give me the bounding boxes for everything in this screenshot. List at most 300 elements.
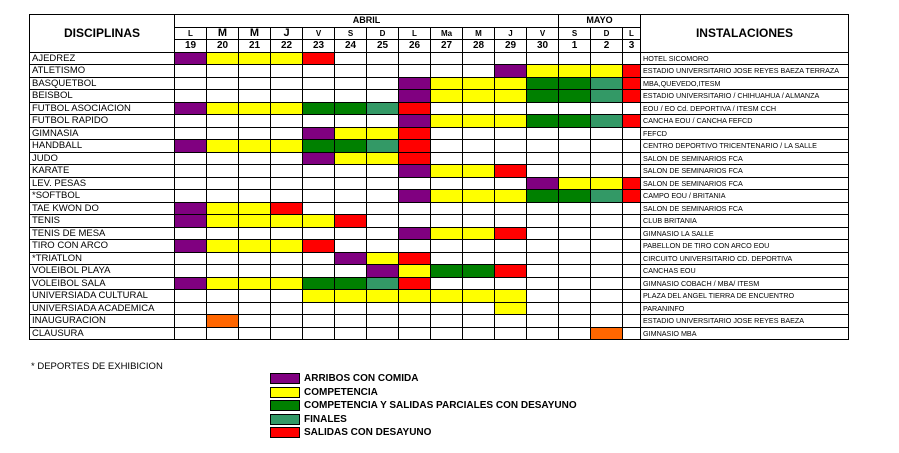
installation-name: PLAZA DEL ANGEL TIERRA DE ENCUENTRO bbox=[641, 290, 849, 303]
schedule-cell bbox=[175, 52, 207, 65]
schedule-cell bbox=[495, 102, 527, 115]
schedule-cell bbox=[239, 177, 271, 190]
schedule-cell bbox=[335, 265, 367, 278]
schedule-cell bbox=[367, 265, 399, 278]
schedule-cell bbox=[495, 52, 527, 65]
day-number-header: 25 bbox=[367, 40, 399, 53]
schedule-cell bbox=[175, 277, 207, 290]
schedule-cell bbox=[303, 277, 335, 290]
schedule-cell bbox=[175, 127, 207, 140]
weekday-header: D bbox=[367, 27, 399, 40]
schedule-cell bbox=[303, 190, 335, 203]
schedule-cell bbox=[591, 202, 623, 215]
schedule-cell bbox=[431, 52, 463, 65]
schedule-cell bbox=[367, 215, 399, 228]
schedule-cell bbox=[175, 90, 207, 103]
schedule-cell bbox=[495, 115, 527, 128]
day-number-header: 30 bbox=[527, 40, 559, 53]
schedule-cell bbox=[207, 65, 239, 78]
schedule-cell bbox=[303, 115, 335, 128]
schedule-cell bbox=[399, 215, 431, 228]
weekday-header: J bbox=[495, 27, 527, 40]
schedule-cell bbox=[303, 177, 335, 190]
schedule-cell bbox=[623, 177, 641, 190]
schedule-cell bbox=[239, 277, 271, 290]
schedule-cell bbox=[623, 240, 641, 253]
schedule-cell bbox=[559, 65, 591, 78]
schedule-cell bbox=[399, 202, 431, 215]
schedule-cell bbox=[367, 227, 399, 240]
schedule-cell bbox=[559, 290, 591, 303]
legend-label: FINALES bbox=[304, 413, 347, 425]
schedule-cell bbox=[303, 140, 335, 153]
schedule-cell bbox=[239, 115, 271, 128]
schedule-cell bbox=[463, 127, 495, 140]
schedule-cell bbox=[591, 177, 623, 190]
schedule-cell bbox=[623, 65, 641, 78]
schedule-cell bbox=[591, 240, 623, 253]
schedule-cell bbox=[399, 52, 431, 65]
schedule-cell bbox=[495, 302, 527, 315]
schedule-cell bbox=[207, 77, 239, 90]
schedule-cell bbox=[527, 127, 559, 140]
schedule-cell bbox=[431, 315, 463, 328]
schedule-cell bbox=[239, 227, 271, 240]
legend-swatch bbox=[270, 387, 300, 398]
schedule-cell bbox=[559, 315, 591, 328]
schedule-cell bbox=[367, 115, 399, 128]
schedule-cell bbox=[527, 115, 559, 128]
installation-name: GIMNASIO MBA bbox=[641, 327, 849, 340]
schedule-cell bbox=[367, 77, 399, 90]
day-number-header: 24 bbox=[335, 40, 367, 53]
installation-name: ESTADIO UNIVERSITARIO / CHIHUAHUA / ALMANZA bbox=[641, 90, 849, 103]
schedule-cell bbox=[399, 165, 431, 178]
schedule-cell bbox=[335, 227, 367, 240]
schedule-cell bbox=[527, 177, 559, 190]
schedule-cell bbox=[335, 140, 367, 153]
weekday-header: S bbox=[559, 27, 591, 40]
schedule-cell bbox=[271, 290, 303, 303]
schedule-cell bbox=[431, 165, 463, 178]
schedule-cell bbox=[559, 302, 591, 315]
schedule-cell bbox=[367, 190, 399, 203]
schedule-cell bbox=[239, 252, 271, 265]
schedule-cell bbox=[527, 227, 559, 240]
schedule-cell bbox=[367, 165, 399, 178]
schedule-cell bbox=[335, 290, 367, 303]
schedule-cell bbox=[399, 77, 431, 90]
schedule-cell bbox=[175, 327, 207, 340]
schedule-cell bbox=[335, 315, 367, 328]
table-row bbox=[30, 177, 849, 190]
day-number-header: 29 bbox=[495, 40, 527, 53]
discipline-name: BEISBOL bbox=[30, 90, 175, 103]
schedule-cell bbox=[623, 165, 641, 178]
schedule-cell bbox=[175, 215, 207, 228]
schedule-cell bbox=[623, 315, 641, 328]
schedule-cell bbox=[271, 315, 303, 328]
legend-item bbox=[270, 426, 577, 440]
schedule-cell bbox=[527, 265, 559, 278]
schedule-cell bbox=[559, 190, 591, 203]
schedule-cell bbox=[271, 215, 303, 228]
schedule-cell bbox=[399, 152, 431, 165]
schedule-cell bbox=[271, 65, 303, 78]
schedule-cell bbox=[399, 177, 431, 190]
schedule-cell bbox=[399, 127, 431, 140]
day-number-header: 28 bbox=[463, 40, 495, 53]
schedule-cell bbox=[271, 152, 303, 165]
legend-item bbox=[270, 386, 577, 400]
schedule-cell bbox=[271, 277, 303, 290]
schedule-cell bbox=[175, 252, 207, 265]
discipline-name: ATLETISMO bbox=[30, 65, 175, 78]
schedule-cell bbox=[463, 327, 495, 340]
schedule-cell bbox=[495, 215, 527, 228]
installation-name: CAMPO EOU / BRITANIA bbox=[641, 190, 849, 203]
schedule-cell bbox=[175, 240, 207, 253]
schedule-cell bbox=[175, 290, 207, 303]
schedule-cell bbox=[239, 152, 271, 165]
schedule-cell bbox=[399, 327, 431, 340]
schedule-cell bbox=[207, 90, 239, 103]
discipline-name: JUDO bbox=[30, 152, 175, 165]
schedule-cell bbox=[431, 277, 463, 290]
schedule-cell bbox=[367, 302, 399, 315]
schedule-cell bbox=[399, 190, 431, 203]
schedule-cell bbox=[591, 252, 623, 265]
schedule-cell bbox=[239, 65, 271, 78]
schedule-cell bbox=[463, 202, 495, 215]
legend-item bbox=[270, 399, 577, 413]
schedule-cell bbox=[495, 202, 527, 215]
schedule-cell bbox=[559, 277, 591, 290]
schedule-cell bbox=[175, 77, 207, 90]
schedule-cell bbox=[207, 252, 239, 265]
schedule-cell bbox=[591, 302, 623, 315]
schedule-cell bbox=[623, 140, 641, 153]
discipline-name: *TRIATLON bbox=[30, 252, 175, 265]
schedule-cell bbox=[335, 152, 367, 165]
schedule-cell bbox=[239, 202, 271, 215]
schedule-cell bbox=[623, 277, 641, 290]
schedule-cell bbox=[591, 215, 623, 228]
discipline-name: UNIVERSIADA CULTURAL bbox=[30, 290, 175, 303]
table-row bbox=[30, 302, 849, 315]
schedule-cell bbox=[431, 252, 463, 265]
schedule-cell bbox=[527, 315, 559, 328]
schedule-cell bbox=[431, 177, 463, 190]
schedule-cell bbox=[623, 115, 641, 128]
schedule-cell bbox=[239, 127, 271, 140]
schedule-cell bbox=[527, 165, 559, 178]
legend-label: SALIDAS CON DESAYUNO bbox=[304, 427, 432, 439]
schedule-cell bbox=[623, 52, 641, 65]
schedule-cell bbox=[303, 52, 335, 65]
schedule-cell bbox=[591, 65, 623, 78]
schedule-cell bbox=[431, 65, 463, 78]
weekday-header: J bbox=[271, 27, 303, 40]
schedule-cell bbox=[431, 140, 463, 153]
schedule-cell bbox=[463, 302, 495, 315]
schedule-cell bbox=[623, 202, 641, 215]
day-number-header: 26 bbox=[399, 40, 431, 53]
schedule-cell bbox=[335, 127, 367, 140]
schedule-cell bbox=[207, 227, 239, 240]
schedule-cell bbox=[271, 102, 303, 115]
table-row bbox=[30, 165, 849, 178]
installation-name: SALON DE SEMINARIOS FCA bbox=[641, 177, 849, 190]
schedule-cell bbox=[527, 327, 559, 340]
schedule-cell bbox=[207, 177, 239, 190]
installation-name: FEFCD bbox=[641, 127, 849, 140]
legend-item bbox=[270, 372, 577, 386]
schedule-cell bbox=[495, 177, 527, 190]
schedule-cell bbox=[495, 290, 527, 303]
schedule-cell bbox=[239, 290, 271, 303]
schedule-cell bbox=[207, 277, 239, 290]
schedule-cell bbox=[367, 240, 399, 253]
schedule-cell bbox=[527, 90, 559, 103]
schedule-cell bbox=[239, 140, 271, 153]
schedule-cell bbox=[175, 227, 207, 240]
installation-name: CLUB BRITANIA bbox=[641, 215, 849, 228]
exhibition-note: * DEPORTES DE EXHIBICION bbox=[31, 361, 163, 372]
schedule-cell bbox=[527, 215, 559, 228]
schedule-cell bbox=[335, 252, 367, 265]
schedule-cell bbox=[207, 115, 239, 128]
schedule-cell bbox=[399, 240, 431, 253]
schedule-cell bbox=[367, 315, 399, 328]
schedule-cell bbox=[431, 202, 463, 215]
schedule-cell bbox=[271, 77, 303, 90]
schedule-cell bbox=[239, 165, 271, 178]
schedule-cell bbox=[271, 140, 303, 153]
schedule-cell bbox=[239, 315, 271, 328]
schedule-cell bbox=[623, 102, 641, 115]
discipline-name: BASQUETBOL bbox=[30, 77, 175, 90]
schedule-cell bbox=[271, 302, 303, 315]
schedule-cell bbox=[303, 315, 335, 328]
schedule-cell bbox=[623, 90, 641, 103]
discipline-name: HANDBALL bbox=[30, 140, 175, 153]
table-row bbox=[30, 190, 849, 203]
table-row bbox=[30, 252, 849, 265]
schedule-cell bbox=[207, 202, 239, 215]
schedule-cell bbox=[303, 152, 335, 165]
schedule-cell bbox=[303, 302, 335, 315]
schedule-cell bbox=[239, 327, 271, 340]
schedule-cell bbox=[591, 140, 623, 153]
installation-name: HOTEL SICOMORO bbox=[641, 52, 849, 65]
schedule-cell bbox=[495, 265, 527, 278]
schedule-cell bbox=[623, 252, 641, 265]
weekday-header: D bbox=[591, 27, 623, 40]
table-row bbox=[30, 227, 849, 240]
schedule-cell bbox=[527, 102, 559, 115]
month-abril-header: ABRIL bbox=[175, 15, 559, 28]
schedule-cell bbox=[367, 102, 399, 115]
discipline-name: TENIS DE MESA bbox=[30, 227, 175, 240]
legend bbox=[270, 372, 577, 440]
schedule-cell bbox=[431, 102, 463, 115]
schedule-cell bbox=[591, 227, 623, 240]
schedule-cell bbox=[559, 227, 591, 240]
schedule-cell bbox=[239, 90, 271, 103]
legend-label: ARRIBOS CON COMIDA bbox=[304, 373, 419, 385]
day-number-header: 20 bbox=[207, 40, 239, 53]
schedule-cell bbox=[399, 115, 431, 128]
day-number-header: 21 bbox=[239, 40, 271, 53]
schedule-cell bbox=[399, 277, 431, 290]
schedule-cell bbox=[239, 190, 271, 203]
table-row bbox=[30, 77, 849, 90]
schedule-cell bbox=[207, 140, 239, 153]
schedule-cell bbox=[335, 240, 367, 253]
schedule-cell bbox=[207, 215, 239, 228]
schedule-cell bbox=[239, 302, 271, 315]
schedule-cell bbox=[623, 265, 641, 278]
schedule-cell bbox=[591, 102, 623, 115]
schedule-cell bbox=[271, 202, 303, 215]
schedule-cell bbox=[527, 240, 559, 253]
schedule-cell bbox=[431, 115, 463, 128]
discipline-name: FUTBOL RAPIDO bbox=[30, 115, 175, 128]
schedule-cell bbox=[591, 190, 623, 203]
schedule-cell bbox=[367, 52, 399, 65]
schedule-cell bbox=[591, 277, 623, 290]
installation-name: PABELLON DE TIRO CON ARCO EOU bbox=[641, 240, 849, 253]
installation-name: GIMNASIO LA SALLE bbox=[641, 227, 849, 240]
disciplinas-header: DISCIPLINAS bbox=[30, 15, 175, 53]
schedule-cell bbox=[559, 202, 591, 215]
schedule-cell bbox=[207, 165, 239, 178]
schedule-cell bbox=[463, 115, 495, 128]
schedule-cell bbox=[367, 140, 399, 153]
discipline-name: FUTBOL ASOCIACION bbox=[30, 102, 175, 115]
schedule-cell bbox=[623, 190, 641, 203]
schedule-cell bbox=[591, 265, 623, 278]
schedule-cell bbox=[591, 115, 623, 128]
table-row bbox=[30, 115, 849, 128]
installation-name: SALON DE SEMINARIOS FCA bbox=[641, 152, 849, 165]
schedule-cell bbox=[335, 115, 367, 128]
schedule-cell bbox=[239, 77, 271, 90]
schedule-cell bbox=[367, 152, 399, 165]
schedule-cell bbox=[431, 127, 463, 140]
schedule-cell bbox=[559, 327, 591, 340]
schedule-cell bbox=[207, 327, 239, 340]
schedule-cell bbox=[271, 127, 303, 140]
schedule-cell bbox=[463, 190, 495, 203]
discipline-name: VOLEIBOL SALA bbox=[30, 277, 175, 290]
schedule-cell bbox=[367, 65, 399, 78]
day-number-header: 27 bbox=[431, 40, 463, 53]
schedule-cell bbox=[527, 302, 559, 315]
schedule-cell bbox=[431, 152, 463, 165]
installation-name: SALON DE SEMINARIOS FCA bbox=[641, 202, 849, 215]
schedule-body bbox=[30, 52, 849, 340]
schedule-cell bbox=[271, 52, 303, 65]
schedule-cell bbox=[591, 165, 623, 178]
schedule-cell bbox=[239, 215, 271, 228]
schedule-cell bbox=[175, 265, 207, 278]
schedule-cell bbox=[303, 77, 335, 90]
schedule-cell bbox=[463, 227, 495, 240]
schedule-cell bbox=[495, 140, 527, 153]
schedule-cell bbox=[495, 127, 527, 140]
schedule-cell bbox=[591, 290, 623, 303]
schedule-cell bbox=[495, 90, 527, 103]
schedule-cell bbox=[399, 302, 431, 315]
schedule-cell bbox=[399, 252, 431, 265]
schedule-cell bbox=[527, 152, 559, 165]
installation-name: PARANINFO bbox=[641, 302, 849, 315]
schedule-cell bbox=[399, 227, 431, 240]
schedule-cell bbox=[463, 265, 495, 278]
schedule-cell bbox=[175, 140, 207, 153]
legend-swatch bbox=[270, 400, 300, 411]
schedule-cell bbox=[399, 290, 431, 303]
schedule-cell bbox=[463, 277, 495, 290]
schedule-cell bbox=[559, 177, 591, 190]
schedule-cell bbox=[303, 265, 335, 278]
schedule-cell bbox=[559, 240, 591, 253]
table-row bbox=[30, 240, 849, 253]
installation-name: CANCHAS EOU bbox=[641, 265, 849, 278]
schedule-cell bbox=[303, 252, 335, 265]
schedule-cell bbox=[367, 327, 399, 340]
schedule-cell bbox=[175, 302, 207, 315]
weekday-header: Ma bbox=[431, 27, 463, 40]
schedule-cell bbox=[175, 165, 207, 178]
schedule-cell bbox=[271, 190, 303, 203]
table-row bbox=[30, 52, 849, 65]
schedule-cell bbox=[271, 177, 303, 190]
schedule-cell bbox=[303, 202, 335, 215]
schedule-cell bbox=[335, 202, 367, 215]
schedule-cell bbox=[591, 127, 623, 140]
schedule-cell bbox=[431, 265, 463, 278]
discipline-name: VOLEIBOL PLAYA bbox=[30, 265, 175, 278]
table-row bbox=[30, 277, 849, 290]
installation-name: CANCHA EOU / CANCHA FEFCD bbox=[641, 115, 849, 128]
schedule-cell bbox=[271, 227, 303, 240]
installation-name: SALON DE SEMINARIOS FCA bbox=[641, 165, 849, 178]
schedule-cell bbox=[303, 65, 335, 78]
schedule-cell bbox=[367, 252, 399, 265]
table-row bbox=[30, 202, 849, 215]
schedule-cell bbox=[367, 290, 399, 303]
schedule-cell bbox=[207, 315, 239, 328]
schedule-cell bbox=[431, 290, 463, 303]
schedule-cell bbox=[399, 65, 431, 78]
schedule-cell bbox=[495, 65, 527, 78]
month-mayo-header: MAYO bbox=[559, 15, 641, 28]
schedule-cell bbox=[303, 327, 335, 340]
schedule-cell bbox=[367, 277, 399, 290]
schedule-cell bbox=[559, 77, 591, 90]
legend-label: COMPETENCIA Y SALIDAS PARCIALES CON DESAYUNO bbox=[304, 400, 577, 412]
schedule-cell bbox=[559, 252, 591, 265]
schedule-cell bbox=[623, 127, 641, 140]
schedule-cell bbox=[527, 277, 559, 290]
schedule-cell bbox=[463, 52, 495, 65]
schedule-cell bbox=[463, 290, 495, 303]
schedule-cell bbox=[335, 302, 367, 315]
weekday-header: S bbox=[335, 27, 367, 40]
